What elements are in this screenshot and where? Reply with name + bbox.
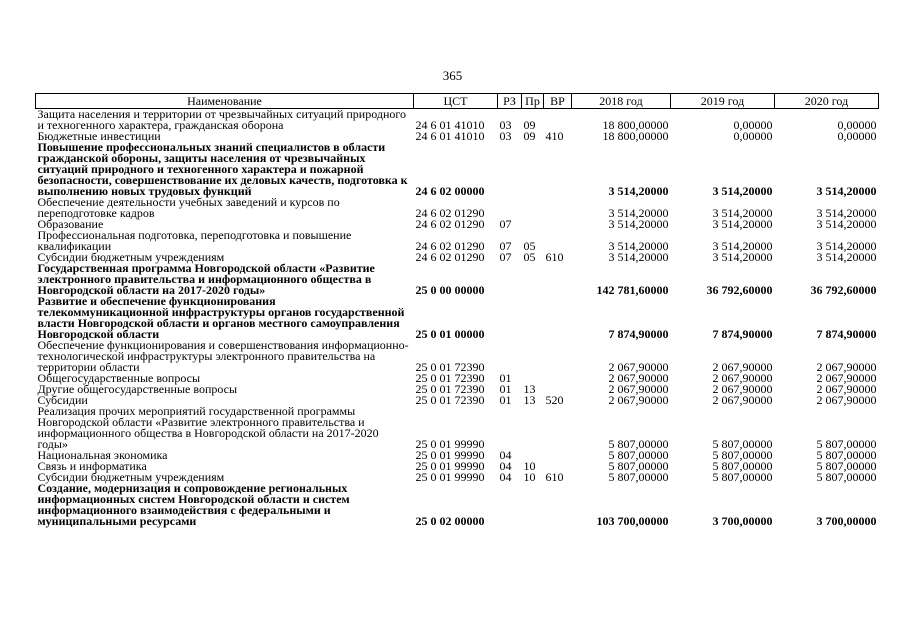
cell-v2019: 0,00000 — [733, 129, 773, 143]
cell-pr: 10 — [523, 459, 536, 473]
table-row — [36, 197, 879, 219]
cell-v2020: 2 067,90000 — [816, 393, 877, 407]
cell-v2019: 5 807,00000 — [712, 437, 773, 451]
cell-cst: 24 6 02 01290 — [415, 250, 485, 264]
cell-v2020: 2 067,90000 — [816, 382, 877, 396]
table-row — [36, 296, 879, 340]
cell-vr — [544, 109, 572, 132]
table-row — [36, 340, 879, 373]
cell-name: Бюджетные инвестиции — [37, 129, 161, 143]
cell-vr — [544, 230, 572, 252]
cell-rz — [498, 142, 522, 197]
cell-cst: 25 0 01 72390 — [415, 393, 485, 407]
header-rz: РЗ — [498, 94, 522, 109]
cell-rz: 01 — [499, 393, 512, 407]
cell-v2019: 3 514,20000 — [712, 217, 773, 231]
cell-rz — [498, 340, 522, 373]
cell-v2020: 3 514,20000 — [816, 184, 877, 198]
cell-vr — [544, 483, 572, 527]
cell-v2018: 5 807,00000 — [608, 459, 669, 473]
cell-v2020: 2 067,90000 — [816, 371, 877, 385]
cell-vr: 520 — [545, 393, 564, 407]
cell-pr: 13 — [523, 393, 536, 407]
cell-cst: 25 0 01 72390 — [415, 371, 485, 385]
table-row — [36, 483, 879, 527]
cell-pr — [522, 406, 544, 450]
cell-rz: 07 — [499, 217, 512, 231]
cell-name: Профессиональная подготовка, переподготовка и повышение квалификации — [37, 228, 352, 253]
cell-name: Реализация прочих мероприятий государственной программы Новгородской области «Развитие электронного правительства и информационного общества в Новгородской области на 2017-2020 годы» — [37, 404, 379, 451]
cell-rz: 01 — [499, 382, 512, 396]
cell-vr — [544, 373, 572, 384]
cell-pr: 09 — [523, 129, 536, 143]
cell-v2020: 0,00000 — [837, 118, 877, 132]
cell-pr: 09 — [523, 118, 536, 132]
budget-table — [35, 93, 879, 527]
cell-v2020: 7 874,90000 — [816, 327, 877, 341]
cell-cst: 25 0 01 99990 — [415, 437, 485, 451]
cell-v2018: 2 067,90000 — [608, 382, 669, 396]
cell-name: Субсидии — [37, 393, 88, 407]
cell-rz: 07 — [499, 250, 512, 264]
cell-cst: 25 0 01 99990 — [415, 470, 485, 484]
cell-v2020: 3 514,20000 — [816, 206, 877, 220]
cell-v2019: 3 514,20000 — [712, 206, 773, 220]
cell-name: Повышение профессиональных знаний специалистов в области гражданской обороны, защиты населения от чрезвычайных ситуаций природного и техногенного характера и пожарной безопасности, совершенствование их деловых качеств, подготовка к выполнению новых трудовых функций — [37, 140, 408, 198]
header-vr: ВР — [544, 94, 572, 109]
cell-cst: 25 0 00 00000 — [415, 283, 485, 297]
cell-v2019: 3 700,00000 — [712, 514, 773, 528]
cell-v2018: 18 800,00000 — [602, 129, 669, 143]
cell-v2018: 3 514,20000 — [608, 184, 669, 198]
cell-v2020: 5 807,00000 — [816, 470, 877, 484]
cell-name: Обеспечение деятельности учебных заведений и курсов по переподготовке кадров — [37, 195, 340, 220]
cell-v2020: 3 700,00000 — [816, 514, 877, 528]
cell-rz: 04 — [499, 459, 512, 473]
cell-v2018: 5 807,00000 — [608, 470, 669, 484]
cell-rz: 04 — [499, 448, 512, 462]
cell-pr — [522, 263, 544, 296]
cell-v2019: 3 514,20000 — [712, 250, 773, 264]
cell-vr — [544, 296, 572, 340]
header-2018: 2018 год — [572, 94, 671, 109]
table-row — [36, 230, 879, 252]
cell-name: Национальная экономика — [37, 448, 168, 462]
cell-rz: 07 — [499, 239, 512, 253]
cell-rz — [498, 263, 522, 296]
page-number: 365 — [442, 68, 463, 83]
cell-cst: 25 0 01 99990 — [415, 459, 485, 473]
cell-v2019: 3 514,20000 — [712, 239, 773, 253]
cell-pr — [522, 483, 544, 527]
header-cst: ЦСТ — [414, 94, 498, 109]
table-row — [36, 406, 879, 450]
cell-pr — [522, 296, 544, 340]
cell-v2018: 3 514,20000 — [608, 206, 669, 220]
cell-cst: 24 6 02 01290 — [415, 206, 485, 220]
cell-rz — [498, 483, 522, 527]
cell-name: Субсидии бюджетным учреждениям — [37, 250, 225, 264]
cell-v2019: 5 807,00000 — [712, 470, 773, 484]
cell-vr — [544, 340, 572, 373]
cell-v2019: 2 067,90000 — [712, 382, 773, 396]
cell-v2020: 2 067,90000 — [816, 360, 877, 374]
cell-cst: 25 0 01 99990 — [415, 448, 485, 462]
table-body — [36, 109, 879, 528]
cell-name: Создание, модернизация и сопровождение региональных информационных систем Новгородской области и систем информационного взаимодействия с федеральными и муниципальными ресурсами — [37, 481, 350, 528]
cell-v2020: 0,00000 — [837, 129, 877, 143]
cell-v2018: 2 067,90000 — [608, 360, 669, 374]
cell-rz — [498, 296, 522, 340]
cell-pr — [522, 197, 544, 219]
header-2019: 2019 год — [671, 94, 775, 109]
cell-v2019: 5 807,00000 — [712, 459, 773, 473]
cell-v2019: 5 807,00000 — [712, 448, 773, 462]
cell-name: Связь и информатика — [37, 459, 147, 473]
cell-v2019: 2 067,90000 — [712, 360, 773, 374]
cell-v2019: 3 514,20000 — [712, 184, 773, 198]
cell-vr: 610 — [545, 250, 564, 264]
cell-pr: 05 — [523, 250, 536, 264]
cell-name: Развитие и обеспечение функционирования телекоммуникационной инфраструктуры органов государственной власти Новгородской области и органов местного самоуправления Новгородской области — [37, 294, 405, 341]
cell-vr: 610 — [545, 470, 564, 484]
cell-v2018: 2 067,90000 — [608, 371, 669, 385]
cell-cst: 24 6 02 01290 — [415, 239, 485, 253]
cell-v2019: 7 874,90000 — [712, 327, 773, 341]
cell-vr — [544, 197, 572, 219]
cell-vr — [544, 219, 572, 230]
cell-v2019: 2 067,90000 — [712, 393, 773, 407]
table-row — [36, 109, 879, 132]
cell-v2019: 0,00000 — [733, 118, 773, 132]
cell-name: Другие общегосударственные вопросы — [37, 382, 238, 396]
cell-v2018: 18 800,00000 — [602, 118, 669, 132]
cell-pr — [522, 142, 544, 197]
cell-v2018: 2 067,90000 — [608, 393, 669, 407]
cell-v2018: 5 807,00000 — [608, 437, 669, 451]
cell-vr: 410 — [545, 129, 564, 143]
cell-vr — [544, 142, 572, 197]
cell-vr — [544, 450, 572, 461]
cell-v2020: 36 792,60000 — [810, 283, 877, 297]
cell-v2020: 5 807,00000 — [816, 459, 877, 473]
cell-v2020: 3 514,20000 — [816, 250, 877, 264]
cell-v2018: 3 514,20000 — [608, 217, 669, 231]
cell-pr: 13 — [523, 382, 536, 396]
table-row — [36, 142, 879, 197]
cell-v2020: 3 514,20000 — [816, 217, 877, 231]
cell-v2018: 103 700,00000 — [596, 514, 669, 528]
cell-vr — [544, 406, 572, 450]
header-2020: 2020 год — [775, 94, 879, 109]
cell-cst: 25 0 01 72390 — [415, 360, 485, 374]
cell-pr: 10 — [523, 470, 536, 484]
header-pr: Пр — [522, 94, 544, 109]
cell-name: Субсидии бюджетным учреждениям — [37, 470, 225, 484]
cell-name: Образование — [37, 217, 104, 231]
cell-name: Общегосударственные вопросы — [37, 371, 201, 385]
cell-v2019: 2 067,90000 — [712, 371, 773, 385]
cell-pr: 05 — [523, 239, 536, 253]
cell-name: Обеспечение функционирования и совершенствования информационно- технологической инфраструктуры электронного правительства на территории области — [37, 338, 409, 374]
cell-cst: 24 6 02 00000 — [415, 184, 485, 198]
cell-pr — [522, 219, 544, 230]
cell-v2020: 3 514,20000 — [816, 239, 877, 253]
cell-v2020: 5 807,00000 — [816, 448, 877, 462]
cell-pr — [522, 340, 544, 373]
cell-cst: 25 0 02 00000 — [415, 514, 485, 528]
cell-v2018: 5 807,00000 — [608, 448, 669, 462]
cell-cst: 25 0 01 00000 — [415, 327, 485, 341]
cell-cst: 24 6 01 41010 — [415, 118, 485, 132]
cell-rz: 03 — [499, 118, 512, 132]
table-row — [36, 263, 879, 296]
cell-name: Государственная программа Новгородской области «Развитие электронного правительства и информационного общества в Новгородской области на 2017-2020 годы» — [37, 261, 375, 297]
cell-v2018: 3 514,20000 — [608, 239, 669, 253]
cell-v2018: 3 514,20000 — [608, 250, 669, 264]
cell-v2020: 5 807,00000 — [816, 437, 877, 451]
cell-rz: 01 — [499, 371, 512, 385]
cell-vr — [544, 263, 572, 296]
cell-v2019: 36 792,60000 — [706, 283, 773, 297]
cell-cst: 24 6 01 41010 — [415, 129, 485, 143]
cell-rz — [498, 197, 522, 219]
cell-cst: 24 6 02 01290 — [415, 217, 485, 231]
cell-rz: 04 — [499, 470, 512, 484]
header-name: Наименование — [36, 94, 414, 109]
cell-cst: 25 0 01 72390 — [415, 382, 485, 396]
cell-rz — [498, 406, 522, 450]
cell-v2018: 7 874,90000 — [608, 327, 669, 341]
cell-name: Защита населения и территории от чрезвычайных ситуаций природного и техногенного характера, гражданская оборона — [37, 107, 407, 132]
cell-v2018: 142 781,60000 — [596, 283, 669, 297]
cell-rz: 03 — [499, 129, 512, 143]
